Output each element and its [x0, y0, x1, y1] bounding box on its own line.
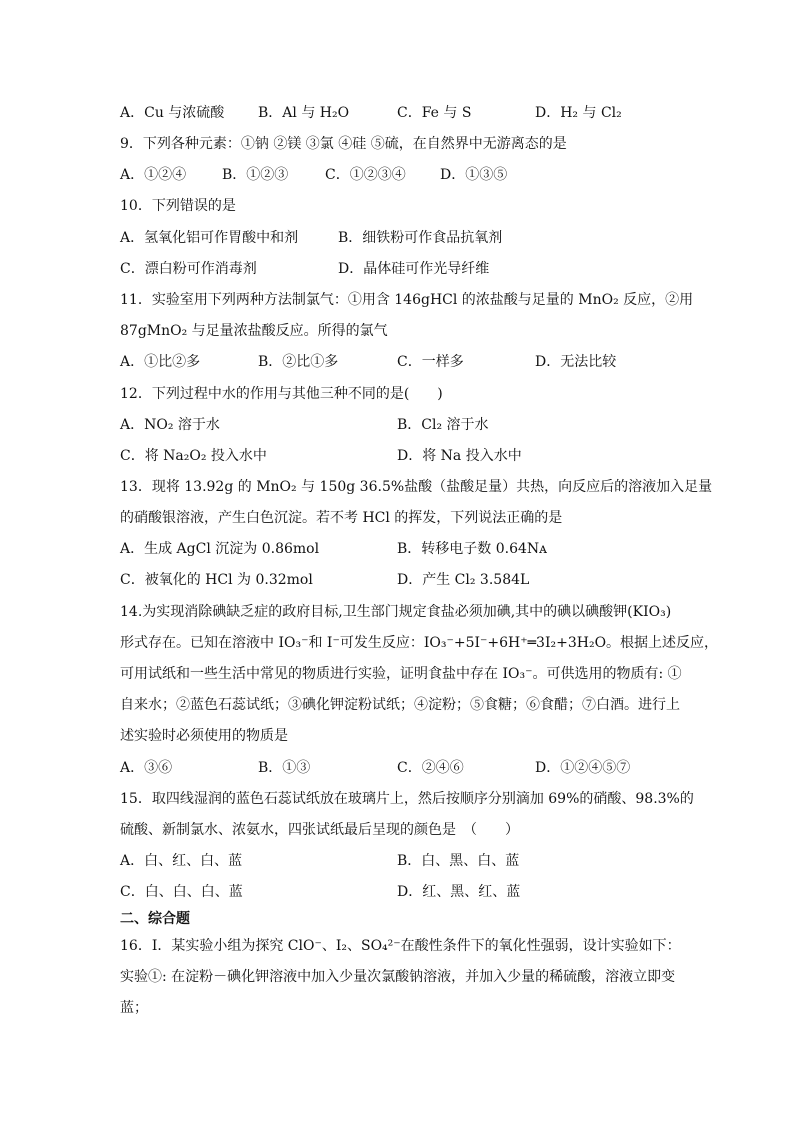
q12-stem: 12．下列过程中水的作用与其他三种不同的是( ) — [120, 386, 443, 402]
q10-stem: 10．下列错误的是 — [120, 198, 236, 214]
q12-option-b: B．Cl₂ 溶于水 — [397, 417, 489, 433]
q11-option-d: D．无法比较 — [535, 354, 617, 370]
q13-option-a: A．生成 AgCl 沉淀为 0.86mol — [120, 541, 320, 557]
q13-stem-line-2: 的硝酸银溶液，产生白色沉淀。若不考 HCl 的挥发，下列说法正确的是 — [120, 510, 563, 526]
q10-option-a: A．氢氧化铝可作胃酸中和剂 — [120, 230, 299, 246]
q10-option-d: D．晶体硅可作光导纤维 — [338, 261, 490, 277]
q11-stem-line-2: 87gMnO₂ 与足量浓盐酸反应。所得的氯气 — [120, 323, 388, 339]
q9-stem: 9．下列各种元素：①钠 ②镁 ③氯 ④硅 ⑤硫，在自然界中无游离态的是 — [120, 136, 567, 152]
q14-stem-line-3: 可用试纸和一些生活中常见的物质进行实验，证明食盐中存在 IO₃⁻。可供选用的物质有: ① — [120, 666, 682, 682]
q14-option-d: D．①②④⑤⑦ — [535, 760, 631, 776]
q9-option-d: D．①③⑤ — [440, 167, 508, 183]
q16-stem-line-1: 16．Ⅰ．某实验小组为探究 ClO⁻、I₂、SO₄²⁻在酸性条件下的氧化性强弱，设计实验如下： — [120, 938, 681, 954]
q8-option-c: C．Fe 与 S — [397, 105, 472, 121]
q13-option-d: D．产生 Cl₂ 3.584L — [397, 572, 530, 588]
q14-stem-line-5: 述实验时必须使用的物质是 — [120, 728, 288, 744]
q14-option-a: A．③⑥ — [120, 760, 173, 776]
q10-option-b: B．细铁粉可作食品抗氧剂 — [338, 230, 503, 246]
q11-option-a: A．①比②多 — [120, 354, 201, 370]
q10-option-c: C．漂白粉可作消毒剂 — [120, 261, 257, 277]
q15-option-d: D．红、黑、红、蓝 — [397, 884, 521, 900]
q14-option-b: B．①③ — [258, 760, 311, 776]
q16-stem-line-3: 蓝； — [120, 1000, 148, 1016]
q14-option-c: C．②④⑥ — [397, 760, 464, 776]
q15-stem-line-1: 15．取四线湿润的蓝色石蕊试纸放在玻璃片上，然后按顺序分别滴加 69%的硝酸、98.3%的 — [120, 791, 694, 807]
section-heading: 二、综合题 — [120, 911, 190, 927]
q15-stem-line-2: 硫酸、新制氯水、浓氨水，四张试纸最后呈现的颜色是 （ ） — [120, 822, 519, 838]
q14-stem-line-1: 14.为实现消除碘缺乏症的政府目标,卫生部门规定食盐必须加碘,其中的碘以碘酸钾(KIO₃) — [120, 604, 672, 620]
q11-option-c: C．一样多 — [397, 354, 464, 370]
q9-option-c: C．①②③④ — [325, 167, 406, 183]
q8-option-d: D．H₂ 与 Cl₂ — [535, 105, 622, 121]
q12-option-d: D．将 Na 投入水中 — [397, 448, 522, 464]
q15-option-b: B．白、黑、白、蓝 — [397, 853, 520, 869]
q16-stem-line-2: 实验①: 在淀粉－碘化钾溶液中加入少量次氯酸钠溶液，并加入少量的稀硫酸，溶液立即变 — [120, 969, 676, 985]
q8-option-a: A．Cu 与浓硫酸 — [120, 105, 225, 121]
q9-option-a: A．①②④ — [120, 167, 187, 183]
q13-option-b: B．转移电子数 0.64Nᴀ — [397, 541, 548, 557]
q12-option-c: C．将 Na₂O₂ 投入水中 — [120, 448, 267, 464]
q8-option-b: B．Al 与 H₂O — [258, 105, 350, 121]
q15-option-c: C．白、白、白、蓝 — [120, 884, 243, 900]
q11-stem-line-1: 11．实验室用下列两种方法制氯气：①用含 146gHCl 的浓盐酸与足量的 MnO₂ 反应，②用 — [120, 292, 694, 308]
q12-option-a: A．NO₂ 溶于水 — [120, 417, 220, 433]
q14-stem-line-4: 自来水；②蓝色石蕊试纸；③碘化钾淀粉试纸；④淀粉；⑤食糖；⑥食醋；⑦白酒。进行上 — [120, 697, 680, 713]
q13-option-c: C．被氧化的 HCl 为 0.32mol — [120, 572, 313, 588]
q15-option-a: A．白、红、白、蓝 — [120, 853, 243, 869]
q9-option-b: B．①②③ — [222, 167, 289, 183]
q14-stem-line-2: 形式存在。已知在溶液中 IO₃⁻和 I⁻可发生反应：IO₃⁻+5I⁻+6H⁺═3I₂+3H₂O。根据上述反应， — [120, 635, 719, 651]
q11-option-b: B．②比①多 — [258, 354, 339, 370]
q13-stem-line-1: 13．现将 13.92g 的 MnO₂ 与 150g 36.5%盐酸（盐酸足量）共热，向反应后的溶液加入足量 — [120, 479, 713, 495]
